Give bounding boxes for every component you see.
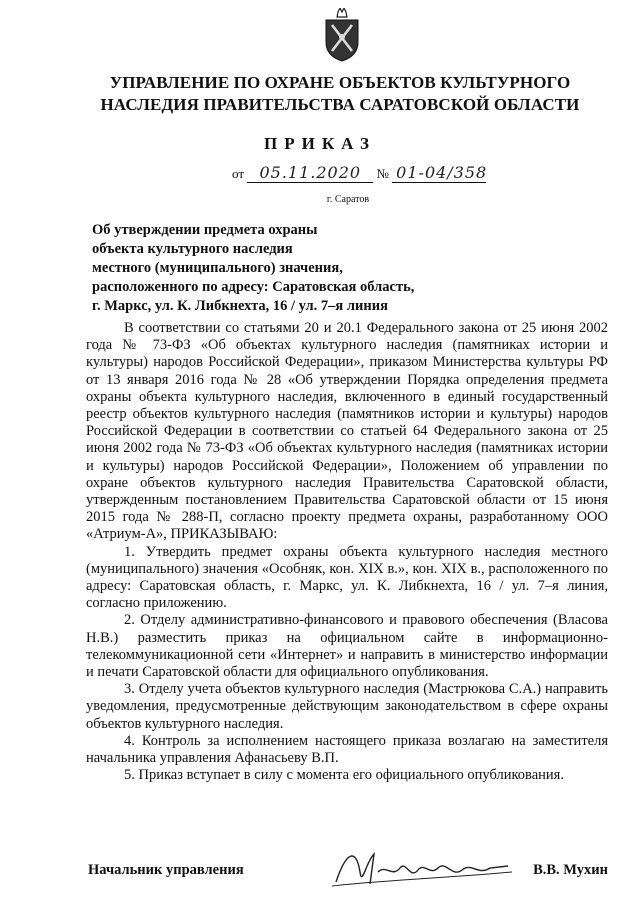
order-item: 4. Контроль за исполнением настоящего приказа возлагаю на заместителя начальника управления Афанасьеву В.П. — [86, 732, 608, 767]
preamble-paragraph: В соответствии со статьями 20 и 20.1 Федерального закона от 25 июня 2002 года № 73-ФЗ «Об объектах культурного наследия (памятниках истории и культуры) народов Российской Федерации», приказом Министерства культуры РФ от 13 января 2016 года № 28 «Об утверждении Порядка определения предмета охраны объекта культурного наследия, включенного в единый государственный реестр объектов культурного наследия (памятников истории и культуры) народов Российской Федерации в соответствии со статьей 64 Федерального закона от 25 июня 2002 года № 73-ФЗ «Об объектах культурного наследия (памятниках истории и культуры) народов Российской Федерации», Положением об управлении по охране объектов культурного наследия Правительства Саратовской области, утвержденным постановлением Правительства Саратовской области от 15 июня 2015 года № 288-П, согласно проекту предмета охраны, разработанному ООО «Атриум-А», ПРИКАЗЫВАЮ: — [86, 320, 608, 543]
order-date: 05.11.2020 — [247, 163, 373, 183]
order-number: 01-04/358 — [392, 163, 486, 183]
order-body — [86, 320, 608, 784]
order-item: 1. Утвердить предмет охраны объекта культурного наследия местного (муниципального) значения «Особняк, кон. XIX в.», кон. XIX в., расположенного по адресу: Саратовская область, г. Маркс, ул. К. Либкнехта, 16 / ул. 7–я линия, согласно приложению. — [86, 543, 608, 612]
signatory-name: В.В. Мухин — [533, 862, 608, 878]
document-title: ПРИКАЗ — [264, 134, 376, 153]
signatory-title: Начальник управления — [88, 862, 244, 878]
order-date-number — [232, 163, 486, 183]
handwritten-signature — [326, 842, 516, 892]
order-item: 2. Отделу административно-финансового и правового обеспечения (Власова Н.В.) разместить приказ на официальном сайте в информационно-телекоммуникационной сети «Интернет» и направить в министерство информации и печати Саратовской области для официального опубликования. — [86, 612, 608, 681]
signature-block — [88, 856, 608, 882]
order-city: г. Саратов — [326, 194, 370, 205]
date-prefix: от — [232, 166, 245, 181]
organization-name: УПРАВЛЕНИЕ ПО ОХРАНЕ ОБЪЕКТОВ КУЛЬТУРНОГО НАСЛЕДИЯ ПРАВИТЕЛЬСТВА САРАТОВСКОЙ ОБЛАСТИ — [100, 73, 580, 114]
coat-of-arms-icon — [322, 8, 362, 62]
number-prefix: № — [376, 166, 389, 181]
order-item: 5. Приказ вступает в силу с момента его официального опубликования. — [124, 767, 564, 784]
order-subject: Об утверждении предмета охраны объекта культурного наследия местного (муниципального) значения, расположенного по адресу: Саратовская область, г. Маркс, ул. К. Либкнехта, 16 / ул. 7–я линия — [92, 222, 415, 314]
order-item: 3. Отделу учета объектов культурного наследия (Мастрюкова С.А.) направить уведомления, предусмотренные действующим законодательством в сфере охраны объектов культурного наследия. — [86, 681, 608, 732]
